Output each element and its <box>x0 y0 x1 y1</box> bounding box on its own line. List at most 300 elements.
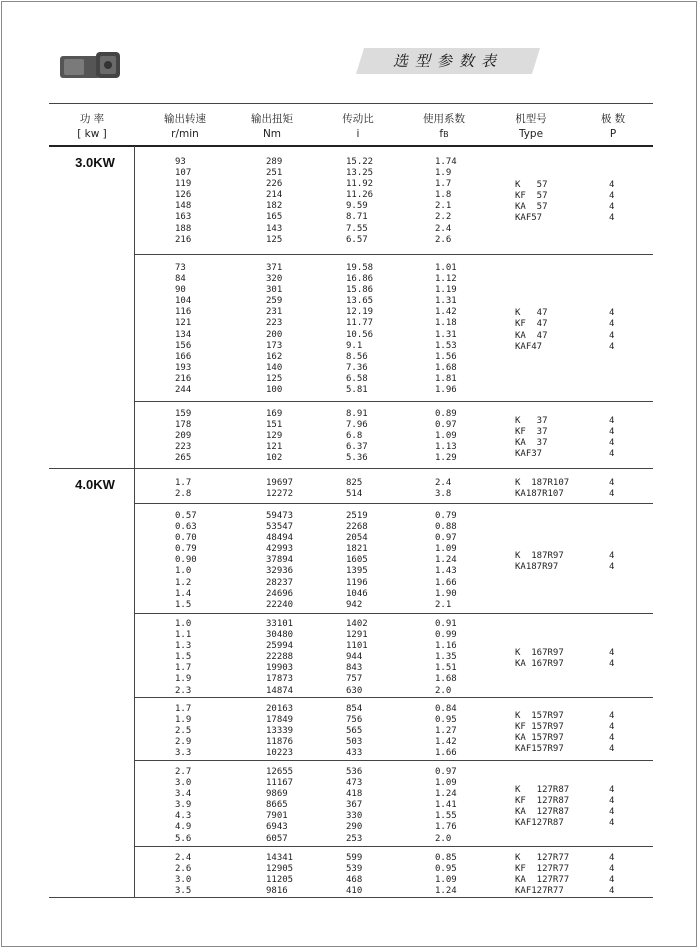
fb-cell: 3.8 <box>435 489 452 500</box>
fb-cell: 2.0 <box>435 685 452 696</box>
ratio-cell: 1196 <box>346 577 368 588</box>
group-separator <box>134 254 653 255</box>
ratio-cell: 843 <box>346 663 363 674</box>
poles-cell: 4 <box>609 341 615 352</box>
torque-cell: 25994 <box>266 641 294 652</box>
type-cell: KA 47 <box>515 330 548 341</box>
speed-cell: 209 <box>175 431 192 442</box>
poles-cell: 4 <box>609 784 615 795</box>
speed-cell: 0.63 <box>175 522 197 533</box>
speed-cell: 216 <box>175 234 192 245</box>
torque-cell: 30480 <box>266 630 294 641</box>
ratio-cell: 5.36 <box>346 453 368 464</box>
fb-cell: 0.99 <box>435 630 457 641</box>
speed-cell: 2.7 <box>175 767 192 777</box>
ratio-column <box>346 704 362 759</box>
speed-cell: 1.0 <box>175 566 192 577</box>
torque-cell: 251 <box>266 168 283 179</box>
ratio-cell: 854 <box>346 704 363 714</box>
poles-cell: 4 <box>609 853 615 863</box>
fb-column <box>435 478 451 500</box>
torque-cell: 151 <box>266 420 283 431</box>
fb-cell: 0.97 <box>435 420 457 431</box>
fb-cell: 1.01 <box>435 263 457 273</box>
torque-cell: 12905 <box>266 864 294 875</box>
fb-cell: 1.56 <box>435 351 457 362</box>
torque-cell: 22288 <box>266 652 294 663</box>
torque-cell: 125 <box>266 373 283 384</box>
poles-cell: 4 <box>609 415 615 426</box>
type-cell: KAF47 <box>515 341 543 352</box>
ratio-cell: 6.8 <box>346 431 363 442</box>
fb-cell: 1.55 <box>435 811 457 822</box>
fb-cell: 2.1 <box>435 599 452 610</box>
type-cell: K 127R77 <box>515 853 570 863</box>
speed-cell: 3.5 <box>175 886 192 897</box>
type-cell: KA 57 <box>515 202 548 213</box>
type-cell: KAF127R87 <box>515 817 564 828</box>
type-column <box>515 551 564 573</box>
speed-column <box>175 157 191 246</box>
speed-cell: 156 <box>175 340 192 351</box>
ratio-cell: 1605 <box>346 555 368 566</box>
type-cell: K 37 <box>515 415 548 426</box>
type-cell: KA 37 <box>515 437 548 448</box>
torque-column <box>266 767 293 845</box>
fb-cell: 0.89 <box>435 409 457 419</box>
speed-cell: 4.3 <box>175 811 192 822</box>
ratio-cell: 757 <box>346 674 363 685</box>
power-label: 3.0KW <box>75 155 115 170</box>
torque-cell: 143 <box>266 223 283 234</box>
speed-cell: 93 <box>175 157 186 167</box>
fb-cell: 1.68 <box>435 362 457 373</box>
ratio-cell: 11.77 <box>346 318 374 329</box>
ratio-cell: 536 <box>346 767 363 777</box>
poles-column <box>609 180 614 224</box>
fb-cell: 2.1 <box>435 201 452 212</box>
ratio-cell: 2054 <box>346 533 368 544</box>
poles-cell: 4 <box>609 213 615 224</box>
poles-column <box>609 416 614 460</box>
ratio-cell: 13.65 <box>346 296 374 307</box>
fb-cell: 0.85 <box>435 853 457 863</box>
poles-column <box>609 648 614 670</box>
ratio-cell: 9.59 <box>346 201 368 212</box>
speed-column <box>175 478 191 500</box>
torque-column <box>266 619 293 697</box>
speed-column <box>175 409 191 464</box>
torque-cell: 231 <box>266 307 283 318</box>
fb-column <box>435 157 457 246</box>
fb-cell: 1.18 <box>435 318 457 329</box>
poles-cell: 4 <box>609 795 615 806</box>
speed-cell: 1.7 <box>175 478 192 488</box>
ratio-cell: 514 <box>346 489 363 500</box>
speed-column <box>175 511 197 611</box>
ratio-cell: 410 <box>346 886 363 897</box>
ratio-cell: 367 <box>346 800 363 811</box>
ratio-cell: 19.58 <box>346 263 374 273</box>
speed-cell: 84 <box>175 274 186 285</box>
speed-cell: 1.2 <box>175 577 192 588</box>
type-column <box>515 648 564 670</box>
header-type: 机型号 Type <box>515 113 547 140</box>
torque-cell: 162 <box>266 351 283 362</box>
poles-cell: 4 <box>609 550 615 561</box>
fb-cell: 0.84 <box>435 704 457 714</box>
fb-cell: 1.7 <box>435 179 452 190</box>
header-bottom-rule <box>49 145 653 147</box>
type-column <box>515 416 548 460</box>
torque-cell: 22240 <box>266 599 294 610</box>
fb-cell: 1.09 <box>435 544 457 555</box>
torque-column <box>266 409 282 464</box>
ratio-column <box>346 263 373 396</box>
torque-cell: 102 <box>266 453 283 464</box>
torque-cell: 37894 <box>266 555 294 566</box>
fb-column <box>435 263 457 396</box>
fb-cell: 0.79 <box>435 511 457 521</box>
torque-column <box>266 853 293 897</box>
torque-cell: 48494 <box>266 533 294 544</box>
fb-cell: 0.95 <box>435 864 457 875</box>
speed-cell: 2.4 <box>175 853 192 863</box>
speed-cell: 1.9 <box>175 715 192 726</box>
speed-cell: 0.70 <box>175 533 197 544</box>
fb-column <box>435 619 457 697</box>
speed-cell: 148 <box>175 201 192 212</box>
ratio-cell: 10.56 <box>346 329 374 340</box>
torque-column <box>266 511 293 611</box>
torque-cell: 9816 <box>266 886 288 897</box>
ratio-cell: 630 <box>346 685 363 696</box>
torque-cell: 226 <box>266 179 283 190</box>
torque-cell: 6057 <box>266 833 288 844</box>
fb-cell: 1.12 <box>435 274 457 285</box>
ratio-cell: 253 <box>346 833 363 844</box>
fb-cell: 1.24 <box>435 886 457 897</box>
torque-cell: 19903 <box>266 663 294 674</box>
ratio-cell: 5.81 <box>346 385 368 396</box>
speed-cell: 3.0 <box>175 875 192 886</box>
poles-cell: 4 <box>609 308 615 319</box>
torque-cell: 11876 <box>266 737 294 748</box>
poles-column <box>609 711 614 755</box>
speed-cell: 134 <box>175 329 192 340</box>
torque-cell: 11167 <box>266 778 294 789</box>
torque-cell: 121 <box>266 442 283 453</box>
speed-cell: 188 <box>175 223 192 234</box>
fb-cell: 1.27 <box>435 726 457 737</box>
torque-cell: 7901 <box>266 811 288 822</box>
ratio-cell: 8.71 <box>346 212 368 223</box>
ratio-cell: 599 <box>346 853 363 863</box>
ratio-column <box>346 478 362 500</box>
speed-cell: 2.8 <box>175 489 192 500</box>
torque-cell: 259 <box>266 296 283 307</box>
type-cell: KA 167R97 <box>515 658 564 669</box>
fb-cell: 1.09 <box>435 778 457 789</box>
ratio-cell: 1395 <box>346 566 368 577</box>
fb-cell: 2.4 <box>435 223 452 234</box>
speed-cell: 3.9 <box>175 800 192 811</box>
poles-cell: 4 <box>609 319 615 330</box>
fb-cell: 1.31 <box>435 296 457 307</box>
speed-column <box>175 619 191 697</box>
fb-cell: 1.29 <box>435 453 457 464</box>
group-separator <box>134 697 653 698</box>
type-cell: KA 127R77 <box>515 875 570 886</box>
fb-cell: 0.91 <box>435 619 457 629</box>
torque-cell: 12272 <box>266 489 294 500</box>
speed-cell: 126 <box>175 190 192 201</box>
ratio-cell: 6.57 <box>346 234 368 245</box>
torque-cell: 173 <box>266 340 283 351</box>
torque-cell: 320 <box>266 274 283 285</box>
speed-cell: 1.7 <box>175 704 192 714</box>
torque-cell: 100 <box>266 385 283 396</box>
group-separator <box>134 846 653 847</box>
type-column <box>515 180 548 224</box>
speed-cell: 3.3 <box>175 748 192 759</box>
speed-column <box>175 767 191 845</box>
type-cell: KAF127R77 <box>515 886 564 897</box>
fb-cell: 1.81 <box>435 373 457 384</box>
poles-cell: 4 <box>609 658 615 669</box>
torque-cell: 20163 <box>266 704 294 714</box>
speed-cell: 0.79 <box>175 544 197 555</box>
torque-cell: 165 <box>266 212 283 223</box>
fb-cell: 2.0 <box>435 833 452 844</box>
group-separator <box>134 401 653 402</box>
page-title: 选型参数表 <box>392 52 503 70</box>
fb-cell: 1.76 <box>435 822 457 833</box>
speed-cell: 116 <box>175 307 192 318</box>
poles-column <box>609 551 614 573</box>
ratio-cell: 433 <box>346 748 363 759</box>
type-cell: KAF57 <box>515 213 543 224</box>
fb-cell: 0.97 <box>435 533 457 544</box>
type-cell: KF 47 <box>515 319 548 330</box>
speed-cell: 1.3 <box>175 641 192 652</box>
section-divider-rule <box>49 468 653 469</box>
fb-cell: 0.88 <box>435 522 457 533</box>
speed-cell: 1.0 <box>175 619 192 629</box>
speed-cell: 73 <box>175 263 186 273</box>
torque-cell: 371 <box>266 263 283 273</box>
torque-cell: 19697 <box>266 478 294 488</box>
torque-column <box>266 157 282 246</box>
poles-column <box>609 478 614 500</box>
torque-cell: 125 <box>266 234 283 245</box>
ratio-cell: 6.37 <box>346 442 368 453</box>
poles-cell: 4 <box>609 864 615 875</box>
ratio-cell: 503 <box>346 737 363 748</box>
fb-cell: 1.24 <box>435 789 457 800</box>
fb-cell: 0.95 <box>435 715 457 726</box>
poles-column <box>609 785 614 829</box>
speed-cell: 1.7 <box>175 663 192 674</box>
ratio-cell: 11.92 <box>346 179 374 190</box>
speed-cell: 3.4 <box>175 789 192 800</box>
speed-cell: 159 <box>175 409 192 419</box>
fb-column <box>435 409 457 464</box>
ratio-cell: 13.25 <box>346 168 374 179</box>
poles-cell: 4 <box>609 875 615 886</box>
type-cell: KF 37 <box>515 426 548 437</box>
speed-column <box>175 704 191 759</box>
torque-cell: 24696 <box>266 588 294 599</box>
poles-cell: 4 <box>609 437 615 448</box>
table-top-rule <box>49 103 653 104</box>
type-column <box>515 785 569 829</box>
fb-column <box>435 767 457 845</box>
poles-cell: 4 <box>609 561 615 572</box>
ratio-cell: 8.91 <box>346 409 368 419</box>
fb-cell: 1.8 <box>435 190 452 201</box>
ratio-cell: 473 <box>346 778 363 789</box>
poles-cell: 4 <box>609 721 615 732</box>
torque-cell: 53547 <box>266 522 294 533</box>
ratio-cell: 1046 <box>346 588 368 599</box>
torque-cell: 129 <box>266 431 283 442</box>
ratio-cell: 12.19 <box>346 307 374 318</box>
torque-column <box>266 478 293 500</box>
speed-cell: 1.5 <box>175 599 192 610</box>
torque-column <box>266 704 293 759</box>
speed-cell: 178 <box>175 420 192 431</box>
speed-cell: 0.57 <box>175 511 197 521</box>
speed-cell: 119 <box>175 179 192 190</box>
type-cell: KA 157R97 <box>515 732 564 743</box>
ratio-cell: 16.86 <box>346 274 374 285</box>
speed-cell: 2.3 <box>175 685 192 696</box>
poles-cell: 4 <box>609 478 615 488</box>
fb-cell: 1.96 <box>435 385 457 396</box>
ratio-cell: 8.56 <box>346 351 368 362</box>
header-power: 功 率 [ kw ] <box>77 113 107 140</box>
type-cell: KA187R107 <box>515 489 564 500</box>
fb-cell: 0.97 <box>435 767 457 777</box>
fb-cell: 1.53 <box>435 340 457 351</box>
fb-cell: 2.2 <box>435 212 452 223</box>
speed-cell: 265 <box>175 453 192 464</box>
ratio-column <box>346 157 373 246</box>
power-label: 4.0KW <box>75 477 115 492</box>
type-cell: KF 57 <box>515 191 548 202</box>
group-separator <box>134 760 653 761</box>
fb-cell: 1.66 <box>435 748 457 759</box>
ratio-cell: 7.55 <box>346 223 368 234</box>
speed-cell: 166 <box>175 351 192 362</box>
poles-cell: 4 <box>609 202 615 213</box>
ratio-column <box>346 409 368 464</box>
type-cell: K 167R97 <box>515 647 564 658</box>
type-cell: KF 127R77 <box>515 864 570 875</box>
ratio-cell: 825 <box>346 478 363 488</box>
type-cell: K 187R107 <box>515 478 570 488</box>
header-poles: 极 数 P <box>600 113 626 140</box>
torque-cell: 33101 <box>266 619 294 629</box>
torque-cell: 59473 <box>266 511 294 521</box>
type-column <box>515 711 564 755</box>
fb-cell: 1.43 <box>435 566 457 577</box>
type-cell: K 47 <box>515 308 548 319</box>
ratio-cell: 944 <box>346 652 363 663</box>
torque-cell: 182 <box>266 201 283 212</box>
group-separator <box>134 503 653 504</box>
torque-cell: 11205 <box>266 875 294 886</box>
poles-cell: 4 <box>609 806 615 817</box>
gear-motor-logo <box>60 50 124 82</box>
torque-cell: 17849 <box>266 715 294 726</box>
torque-cell: 6943 <box>266 822 288 833</box>
type-cell: K 127R87 <box>515 784 570 795</box>
type-column <box>515 853 569 897</box>
fb-cell: 1.68 <box>435 674 457 685</box>
fb-cell: 1.51 <box>435 663 457 674</box>
type-column <box>515 308 548 352</box>
fb-cell: 1.66 <box>435 577 457 588</box>
type-cell: KF 157R97 <box>515 721 564 732</box>
ratio-cell: 1402 <box>346 619 368 629</box>
type-column <box>515 478 569 500</box>
type-cell: K 57 <box>515 180 548 191</box>
fb-column <box>435 511 457 611</box>
fb-cell: 1.74 <box>435 157 457 167</box>
torque-column <box>266 263 282 396</box>
ratio-column <box>346 511 368 611</box>
ratio-cell: 290 <box>346 822 363 833</box>
header-ratio: 传动比 i <box>342 113 374 140</box>
fb-cell: 1.42 <box>435 737 457 748</box>
torque-cell: 200 <box>266 329 283 340</box>
torque-cell: 223 <box>266 318 283 329</box>
ratio-cell: 2268 <box>346 522 368 533</box>
ratio-cell: 11.26 <box>346 190 374 201</box>
fb-column <box>435 853 457 897</box>
torque-cell: 10223 <box>266 748 294 759</box>
poles-cell: 4 <box>609 710 615 721</box>
fb-cell: 1.90 <box>435 588 457 599</box>
torque-cell: 8665 <box>266 800 288 811</box>
ratio-cell: 15.86 <box>346 285 374 296</box>
speed-cell: 2.9 <box>175 737 192 748</box>
poles-cell: 4 <box>609 426 615 437</box>
speed-cell: 163 <box>175 212 192 223</box>
torque-cell: 301 <box>266 285 283 296</box>
speed-cell: 223 <box>175 442 192 453</box>
fb-cell: 1.42 <box>435 307 457 318</box>
type-cell: K 157R97 <box>515 710 564 721</box>
poles-cell: 4 <box>609 886 615 897</box>
torque-cell: 17873 <box>266 674 294 685</box>
ratio-cell: 9.1 <box>346 340 363 351</box>
torque-cell: 13339 <box>266 726 294 737</box>
speed-column <box>175 263 191 396</box>
poles-cell: 4 <box>609 647 615 658</box>
ratio-cell: 942 <box>346 599 363 610</box>
fb-cell: 1.16 <box>435 641 457 652</box>
torque-cell: 169 <box>266 409 283 419</box>
speed-cell: 104 <box>175 296 192 307</box>
poles-column <box>609 308 614 352</box>
torque-cell: 14341 <box>266 853 294 863</box>
ratio-cell: 330 <box>346 811 363 822</box>
fb-cell: 1.13 <box>435 442 457 453</box>
fb-column <box>435 704 457 759</box>
